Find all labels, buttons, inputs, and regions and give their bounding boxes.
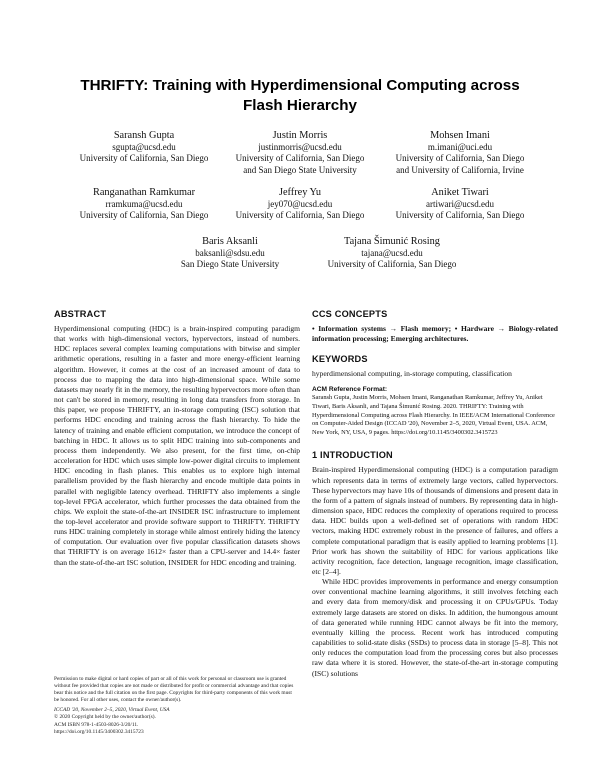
author-block bbox=[282, 235, 502, 271]
author-block bbox=[210, 186, 390, 222]
author-affiliation: University of California, San Diego bbox=[327, 259, 457, 270]
author-block bbox=[370, 186, 550, 222]
permission-text: Permission to make digital or hard copies of part or all of this work for personal or classroom use is granted without fee provided that copies are not made or distributed for profit or commercial advantage and that copies bear this notice and the full citation on the first page. Copyrights for third-party components of this work must be honored. For all other uses, contact the owner/author(s). bbox=[54, 676, 294, 704]
author-email: justinmorris@ucsd.edu bbox=[258, 142, 342, 152]
author-block bbox=[54, 186, 234, 222]
keywords-text: hyperdimensional computing, in-storage computing, classification bbox=[312, 369, 512, 379]
author-email: tajana@ucsd.edu bbox=[361, 248, 423, 258]
author-email: baksanli@sdsu.edu bbox=[195, 248, 265, 258]
author-affiliation: University of California, San Diego bbox=[395, 210, 525, 221]
paper-title-line-1: THRIFTY: Training with Hyperdimensional Computing across bbox=[80, 77, 520, 94]
doi-link[interactable]: https://doi.org/10.1145/3400302.3415723 bbox=[54, 728, 144, 735]
author-affiliation-2: and University of California, Irvine bbox=[396, 164, 524, 175]
acm-reference-text: Saransh Gupta, Justin Morris, Mohsen Imani, Ranganathan Ramkumar, Jeffrey Yu, Aniket Tiwari, Baris Aksanli, and Tajana Šimunić Rosing. 2020. THRIFTY: Training with Hyperdimensional Computing across Flash Hierarchy. In IEEE/ACM International Conference on Computer-Aided Design (ICCAD '20), November 2–5, 2020, Virtual Event, USA. ACM, New York, NY, USA, 9 pages. https://doi.org/10.1145/3400302.3415723 bbox=[312, 394, 555, 436]
author-name: Baris Aksanli bbox=[202, 236, 258, 247]
copyright-line: © 2020 Copyright held by the owner/author(s). bbox=[54, 714, 156, 721]
author-name: Aniket Tiwari bbox=[431, 187, 489, 198]
venue-line: ICCAD '20, November 2–5, 2020, Virtual Event, USA bbox=[54, 707, 170, 714]
author-affiliation: University of California, San Diego bbox=[79, 153, 209, 164]
permission-footnote bbox=[54, 676, 294, 736]
author-affiliation: University of California, San Diego bbox=[235, 153, 365, 164]
author-affiliation-2: and San Diego State University bbox=[243, 164, 357, 175]
author-affiliation: San Diego State University bbox=[180, 259, 280, 270]
author-block bbox=[54, 129, 234, 165]
author-name: Justin Morris bbox=[272, 130, 328, 141]
author-email: rramkuma@ucsd.edu bbox=[105, 199, 183, 209]
author-email: m.imani@uci.edu bbox=[427, 142, 493, 152]
abstract-heading: ABSTRACT bbox=[54, 309, 107, 319]
author-name: Jeffrey Yu bbox=[278, 187, 322, 198]
author-email: artiwari@ucsd.edu bbox=[425, 199, 494, 209]
intro-paragraph-1: Brain-inspired Hyperdimensional computing (HDC) is a computation paradigm which represents data in terms of extremely large vectors, called hypervectors. These hypervectors may have 10s of thousands of dimensions and present data in the form of a pattern of signals instead of numbers. By representing data in high-dimension space, HDC reduces the complexity of operations required to process data. HDC builds upon a well-defined set of operations with random HDC vectors, making HDC extremely robust in the presence of failures, and offers a complete computational paradigm that is easily applied to learning problems [1]. Prior work has shown the suitability of HDC for various applications like activity recognition, face detection, language recognition, image classification, etc [2–4]. bbox=[312, 465, 558, 576]
author-affiliation: University of California, San Diego bbox=[395, 153, 525, 164]
author-name: Ranganathan Ramkumar bbox=[92, 187, 196, 198]
introduction-heading: 1 INTRODUCTION bbox=[312, 450, 393, 461]
author-email: jey070@ucsd.edu bbox=[267, 199, 333, 209]
abstract-text: Hyperdimensional computing (HDC) is a brain-inspired computing paradigm that works with high-dimensional vectors, hypervectors, instead of numbers. HDC replaces several complex learning computations with bitwise and simpler arithmetic operations, resulting in a faster and more energy-efficient learning algorithm. However, it comes at the cost of an increased amount of data to process due to mapping the data into high-dimensional space. While some datasets may nearly fit in the memory, the resulting hypervectors more often than not can't be stored in memory, resulting in long data transfers from storage. In this paper, we propose THRIFTY, an in-storage computing (ISC) solution that performs HDC encoding and training across the flash hierarchy. To hide the latency of training and enable efficient computation, we introduce the concept of batching in HDC. It allows us to split HDC training into sub-components and process them independently. We also present, for the first time, on-chip acceleration for HDC which uses simple low-power digital circuits to implement HDC encoding in flash planes. This enables us to explore high internal parallelism provided by the flash hierarchy and encode multiple data points in parallel with negligible latency overhead. THRIFTY also implements a single top-level FPGA accelerator, which further processes the data obtained from the chips. We exploit the state-of-the-art INSIDER ISC infrastructure to implement the top-level accelerator and provide software support to THRIFTY. THRIFTY runs HDC training completely in storage while almost entirely hiding the latency of computation. Our evaluation over five popular classification datasets shows that THRIFTY is on average 1612× faster than a CPU-server and 14.4× faster than the state-of-the-art ISC solution, INSIDER for HDC encoding and training. bbox=[54, 324, 300, 567]
ccs-heading: CCS CONCEPTS bbox=[312, 309, 388, 319]
ccs-text: • Information systems → Flash memory; • Hardware → Biology-related information processing; Emerging architectures. bbox=[312, 324, 558, 344]
author-affiliation: University of California, San Diego bbox=[235, 210, 365, 221]
paper-title bbox=[40, 76, 560, 116]
author-name: Tajana Šimunić Rosing bbox=[344, 236, 440, 247]
author-affiliation: University of California, San Diego bbox=[79, 210, 209, 221]
author-block bbox=[210, 129, 390, 176]
author-name: Mohsen Imani bbox=[430, 130, 490, 141]
left-column bbox=[54, 308, 300, 568]
author-name: Saransh Gupta bbox=[113, 130, 175, 141]
acm-reference-heading: ACM Reference Format: bbox=[312, 386, 388, 394]
keywords-heading: KEYWORDS bbox=[312, 354, 368, 365]
author-block bbox=[370, 129, 550, 176]
paper-title-line-2: Flash Hierarchy bbox=[243, 97, 357, 114]
isbn-line: ACM ISBN 978-1-4503-8026-3/20/11. bbox=[54, 721, 139, 728]
right-column bbox=[312, 308, 558, 679]
intro-paragraph-2: While HDC provides improvements in performance and energy consumption over conventional machine learning algorithms, it still involves fetching each and every data from memory/disk and processing it on CPUs/GPUs. Today extremely large datasets are stored on disks. In addition, the humongous amount of data generated while running HDC cannot always be fit into the memory, eventually killing the process. Recent work has introduced computing capabilities to solid-state disks (SSDs) to process data in storage [5–8]. This not only reduces the computation load from the processing cores but also processes raw data where it is stored. However, the state-of-the-art in-storage computing (ISC) solutions bbox=[312, 577, 558, 678]
author-email: sgupta@ucsd.edu bbox=[112, 142, 176, 152]
